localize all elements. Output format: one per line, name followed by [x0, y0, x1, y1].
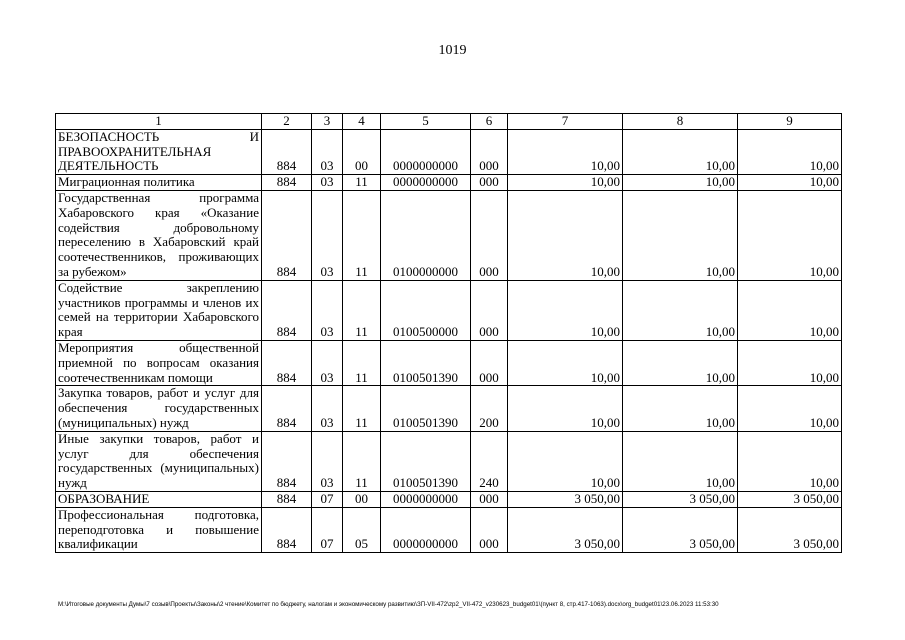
page-number: 1019 — [438, 43, 467, 58]
cell-expense-type: 240 — [471, 431, 508, 491]
table-row — [56, 340, 842, 385]
cell-expense-type: 000 — [471, 129, 508, 174]
cell-subsection: 11 — [343, 386, 381, 431]
table-row — [56, 175, 842, 191]
cell-subsection: 11 — [343, 190, 381, 280]
cell-subsection: 11 — [343, 431, 381, 491]
cell-expense-type: 000 — [471, 175, 508, 191]
cell-section: 03 — [312, 340, 343, 385]
cell-expense-type: 000 — [471, 190, 508, 280]
header-cell-7: 7 — [508, 114, 623, 130]
cell-expense-type: 000 — [471, 491, 508, 507]
cell-section: 03 — [312, 280, 343, 340]
cell-expense-type: 200 — [471, 386, 508, 431]
cell-amount-7: 10,00 — [508, 280, 623, 340]
header-cell-1: 1 — [56, 114, 262, 130]
document-path-footer: M:\Итоговые документы Думы\7 созыв\Проекты\Законы\2 чтение\Комитет по бюджету, налогам и экономическому развитию\ЗП-VII-472\zp2_VII-472_v230623_budget01\(пункт 8, стр.417-1063).docx\org_budget01\23.06.2023 11:53:30 — [58, 601, 719, 608]
table-row — [56, 129, 842, 174]
cell-section: 03 — [312, 175, 343, 191]
header-cell-4: 4 — [343, 114, 381, 130]
row-name: БЕЗОПАСНОСТЬ И ПРАВООХРАНИТЕЛЬНАЯ ДЕЯТЕЛЬНОСТЬ — [56, 129, 262, 174]
cell-target-code: 0100500000 — [381, 280, 471, 340]
row-name: Профессиональная подготовка, переподготовка и повышение квалификации — [56, 507, 262, 552]
cell-amount-7: 3 050,00 — [508, 507, 623, 552]
table-row — [56, 491, 842, 507]
cell-admin-code: 884 — [262, 280, 312, 340]
cell-expense-type: 000 — [471, 340, 508, 385]
header-row — [56, 114, 842, 130]
cell-amount-9: 10,00 — [738, 340, 842, 385]
cell-target-code: 0000000000 — [381, 129, 471, 174]
cell-subsection: 11 — [343, 340, 381, 385]
cell-amount-8: 10,00 — [623, 129, 738, 174]
budget-table — [55, 113, 842, 553]
cell-subsection: 00 — [343, 491, 381, 507]
header-cell-8: 8 — [623, 114, 738, 130]
cell-amount-8: 3 050,00 — [623, 491, 738, 507]
cell-admin-code: 884 — [262, 386, 312, 431]
cell-amount-8: 10,00 — [623, 175, 738, 191]
header-cell-6: 6 — [471, 114, 508, 130]
cell-subsection: 11 — [343, 280, 381, 340]
cell-amount-8: 10,00 — [623, 431, 738, 491]
cell-amount-8: 10,00 — [623, 340, 738, 385]
cell-amount-9: 10,00 — [738, 386, 842, 431]
cell-amount-8: 3 050,00 — [623, 507, 738, 552]
row-name: Миграционная политика — [56, 175, 262, 191]
cell-admin-code: 884 — [262, 431, 312, 491]
header-cell-2: 2 — [262, 114, 312, 130]
cell-subsection: 00 — [343, 129, 381, 174]
cell-amount-9: 3 050,00 — [738, 507, 842, 552]
row-name: Закупка товаров, работ и услуг для обеспечения государственных (муниципальных) нужд — [56, 386, 262, 431]
cell-admin-code: 884 — [262, 129, 312, 174]
cell-subsection: 05 — [343, 507, 381, 552]
cell-admin-code: 884 — [262, 190, 312, 280]
cell-amount-7: 10,00 — [508, 431, 623, 491]
row-name: Государственная программа Хабаровского края «Оказание содействия добровольному переселению в Хабаровский край соотечественников, проживающих за рубежом» — [56, 190, 262, 280]
cell-subsection: 11 — [343, 175, 381, 191]
header-cell-5: 5 — [381, 114, 471, 130]
cell-target-code: 0100501390 — [381, 386, 471, 431]
cell-section: 07 — [312, 491, 343, 507]
cell-section: 03 — [312, 431, 343, 491]
cell-amount-7: 10,00 — [508, 175, 623, 191]
cell-amount-7: 3 050,00 — [508, 491, 623, 507]
cell-target-code: 0100501390 — [381, 431, 471, 491]
header-cell-9: 9 — [738, 114, 842, 130]
row-name: ОБРАЗОВАНИЕ — [56, 491, 262, 507]
cell-target-code: 0000000000 — [381, 175, 471, 191]
cell-amount-7: 10,00 — [508, 129, 623, 174]
row-name: Содействие закреплению участников программы и членов их семей на территории Хабаровского края — [56, 280, 262, 340]
cell-amount-9: 10,00 — [738, 280, 842, 340]
cell-admin-code: 884 — [262, 491, 312, 507]
cell-target-code: 0100501390 — [381, 340, 471, 385]
cell-section: 03 — [312, 386, 343, 431]
row-name: Иные закупки товаров, работ и услуг для обеспечения государственных (муниципальных) нужд — [56, 431, 262, 491]
cell-expense-type: 000 — [471, 507, 508, 552]
cell-admin-code: 884 — [262, 175, 312, 191]
cell-section: 03 — [312, 190, 343, 280]
cell-target-code: 0100000000 — [381, 190, 471, 280]
cell-section: 07 — [312, 507, 343, 552]
cell-amount-8: 10,00 — [623, 190, 738, 280]
table-row — [56, 431, 842, 491]
cell-amount-9: 10,00 — [738, 431, 842, 491]
cell-amount-8: 10,00 — [623, 280, 738, 340]
cell-target-code: 0000000000 — [381, 507, 471, 552]
cell-amount-9: 10,00 — [738, 190, 842, 280]
table-row — [56, 280, 842, 340]
cell-target-code: 0000000000 — [381, 491, 471, 507]
row-name: Мероприятия общественной приемной по вопросам оказания соотечественникам помощи — [56, 340, 262, 385]
cell-amount-7: 10,00 — [508, 386, 623, 431]
cell-amount-9: 3 050,00 — [738, 491, 842, 507]
cell-amount-7: 10,00 — [508, 190, 623, 280]
cell-amount-7: 10,00 — [508, 340, 623, 385]
table-row — [56, 507, 842, 552]
cell-admin-code: 884 — [262, 507, 312, 552]
header-cell-3: 3 — [312, 114, 343, 130]
table-row — [56, 386, 842, 431]
cell-admin-code: 884 — [262, 340, 312, 385]
cell-amount-8: 10,00 — [623, 386, 738, 431]
cell-amount-9: 10,00 — [738, 175, 842, 191]
cell-section: 03 — [312, 129, 343, 174]
cell-amount-9: 10,00 — [738, 129, 842, 174]
cell-expense-type: 000 — [471, 280, 508, 340]
table-row — [56, 190, 842, 280]
